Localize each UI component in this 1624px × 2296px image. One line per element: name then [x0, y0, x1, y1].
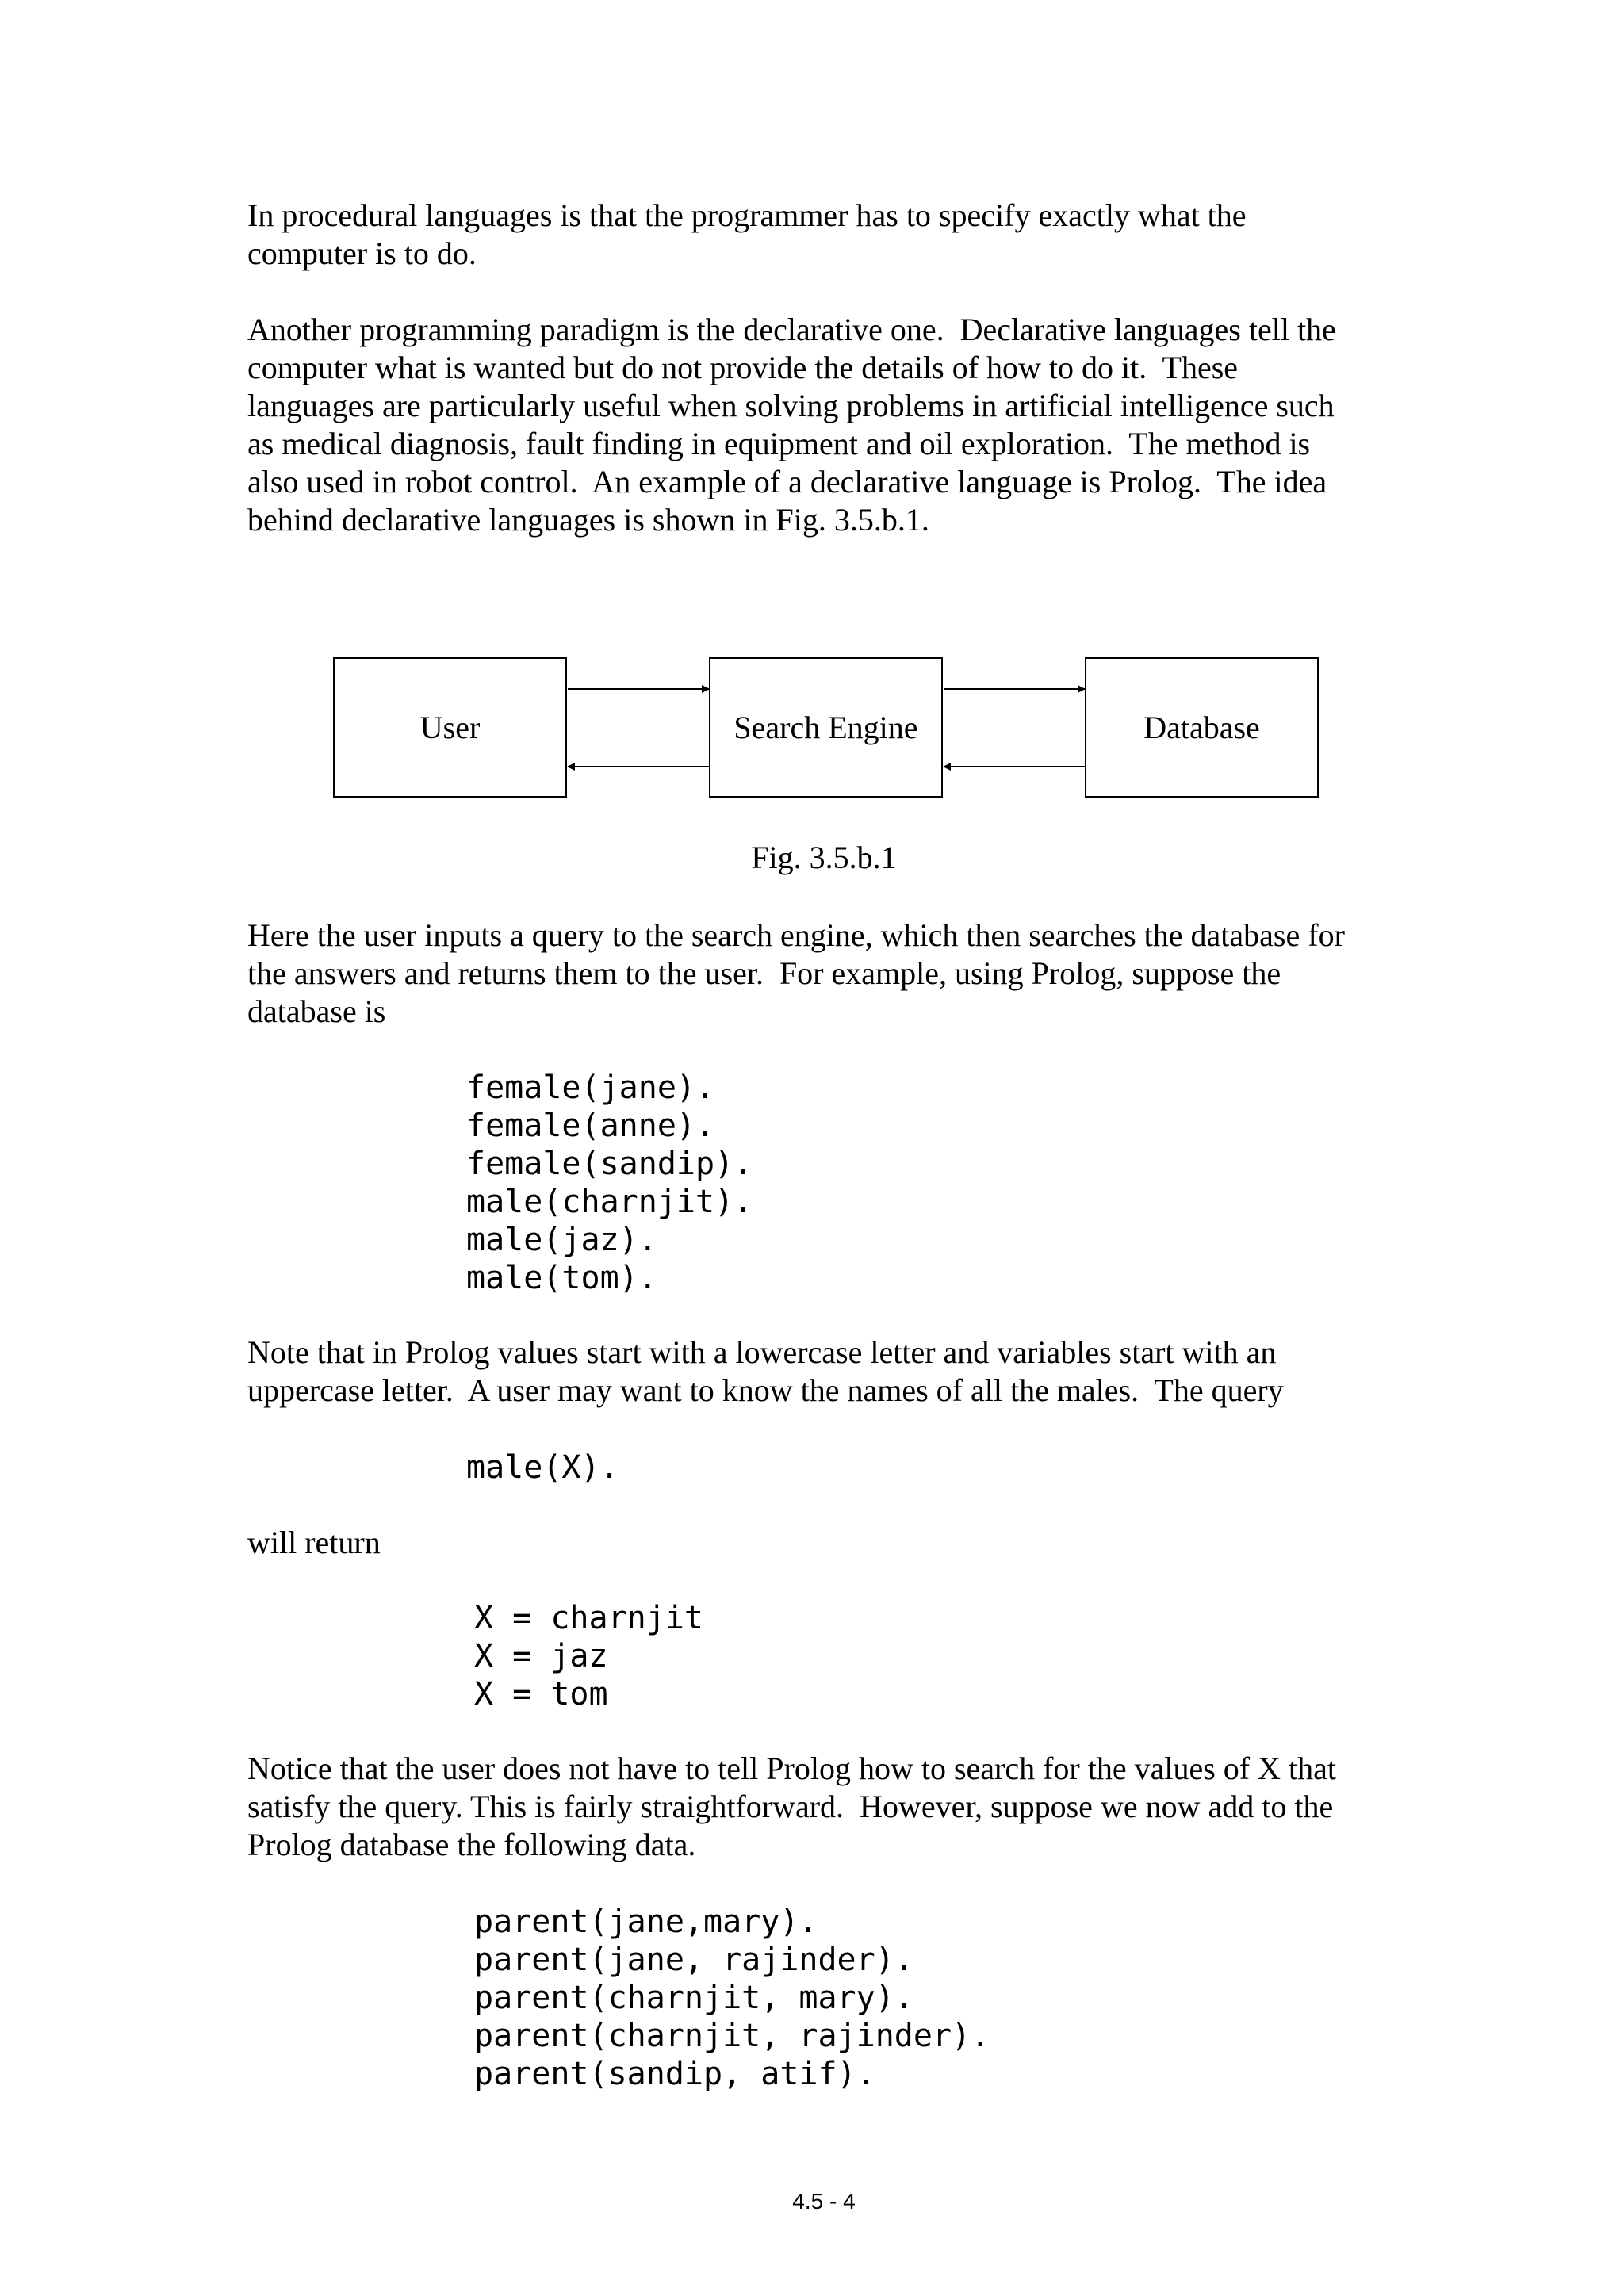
page-number: 4.5 - 4: [792, 2189, 856, 2214]
paragraph-declarative: Another programming paradigm is the declarative one. Declarative languages tell the computer what is wanted but do not provide the details of how to do it. These languages are particularly useful when solving problems in artificial intelligence such as medical diagnosis, fault finding in equipment and oil exploration. The method is also used in robot control. An example of a declarative language is Prolog. The idea behind declarative languages is shown in Fig. 3.5.b.1.: [247, 312, 1336, 538]
prolog-parent-facts: parent(jane,mary). parent(jane, rajinder). parent(charnjit, mary). parent(charnjit, rajinder). parent(sandip, atif).: [474, 1904, 990, 2092]
figure-caption: Fig. 3.5.b.1: [751, 840, 897, 875]
search-engine-box: Search Engine: [709, 657, 943, 798]
paragraph-note: Note that in Prolog values start with a lowercase letter and variables start with an uppercase letter. A user may want to know the names of all the males. The query: [247, 1334, 1284, 1408]
paragraph-search-engine: Here the user inputs a query to the search engine, which then searches the database for the answers and returns them to the user. For example, using Prolog, suppose the database is: [247, 917, 1345, 1029]
prolog-query: male(X).: [466, 1449, 619, 1486]
paragraph-procedural: In procedural languages is that the programmer has to specify exactly what the computer is to do.: [247, 197, 1247, 271]
user-box: User: [333, 657, 567, 798]
database-box: Database: [1085, 657, 1319, 798]
query-results: X = charnjit X = jaz X = tom: [474, 1600, 703, 1712]
prolog-facts: female(jane). female(anne). female(sandip). male(charnjit). male(jaz). male(tom).: [466, 1070, 753, 1296]
diagram-arrows: [0, 0, 1624, 872]
paragraph-will-return: will return: [247, 1525, 381, 1560]
paragraph-notice: Notice that the user does not have to tell Prolog how to search for the values of X that satisfy the query. This is fairly straightforward. However, suppose we now add to the Prolog database the following data.: [247, 1751, 1336, 1862]
